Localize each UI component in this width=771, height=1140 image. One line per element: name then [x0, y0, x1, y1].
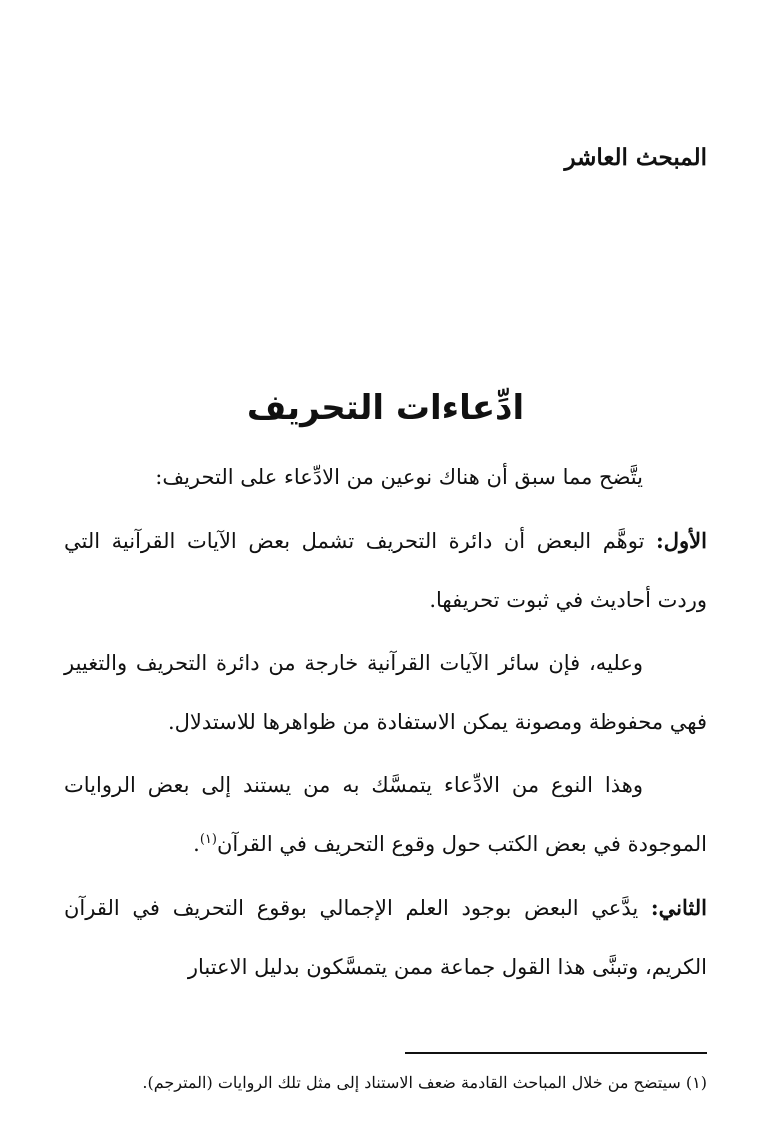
- narrations-text: وهذا النوع من الادِّعاء يتمسَّك به من يستند إلى بعض الروايات الموجودة في بعض الكتب حول وقوع التحريف في القرآن: [64, 773, 707, 856]
- footnote: [64, 1068, 707, 1098]
- paragraph-first-type: [64, 511, 707, 630]
- first-type-text: توهَّم البعض أن دائرة التحريف تشمل بعض الآيات القرآنية التي وردت أحاديث في ثبوت تحريفها.: [64, 529, 707, 612]
- footnote-text: سيتضح من خلال المباحث القادمة ضعف الاستناد إلى مثل تلك الروايات (المترجم).: [142, 1073, 686, 1092]
- second-type-label: الثاني:: [650, 895, 707, 920]
- first-type-label: الأول:: [656, 528, 707, 553]
- narrations-end: .: [193, 832, 200, 856]
- body-text: [64, 448, 707, 997]
- paragraph-second-type: [64, 878, 707, 997]
- running-header: المبحث العاشر: [564, 144, 707, 171]
- paragraph-consequence: وعليه، فإن سائر الآيات القرآنية خارجة من دائرة التحريف والتغيير فهي محفوظة ومصونة يمكن الاستفادة من ظواهرها للاستدلال.: [64, 651, 707, 734]
- section-title: ادِّعاءات التحريف: [246, 388, 525, 428]
- paragraph-narrations: [64, 756, 707, 874]
- footnote-divider: [405, 1052, 707, 1054]
- footnote-number: (١): [685, 1073, 707, 1092]
- footnote-reference[interactable]: (١): [199, 832, 217, 847]
- paragraph-intro: يتَّضح مما سبق أن هناك نوعين من الادِّعاء على التحريف:: [155, 465, 643, 489]
- second-type-text: يدَّعي البعض بوجود العلم الإجمالي بوقوع التحريف في القرآن الكريم، وتبنَّى هذا القول جماعة ممن يتمسَّكون بدليل الاعتبار: [64, 896, 707, 979]
